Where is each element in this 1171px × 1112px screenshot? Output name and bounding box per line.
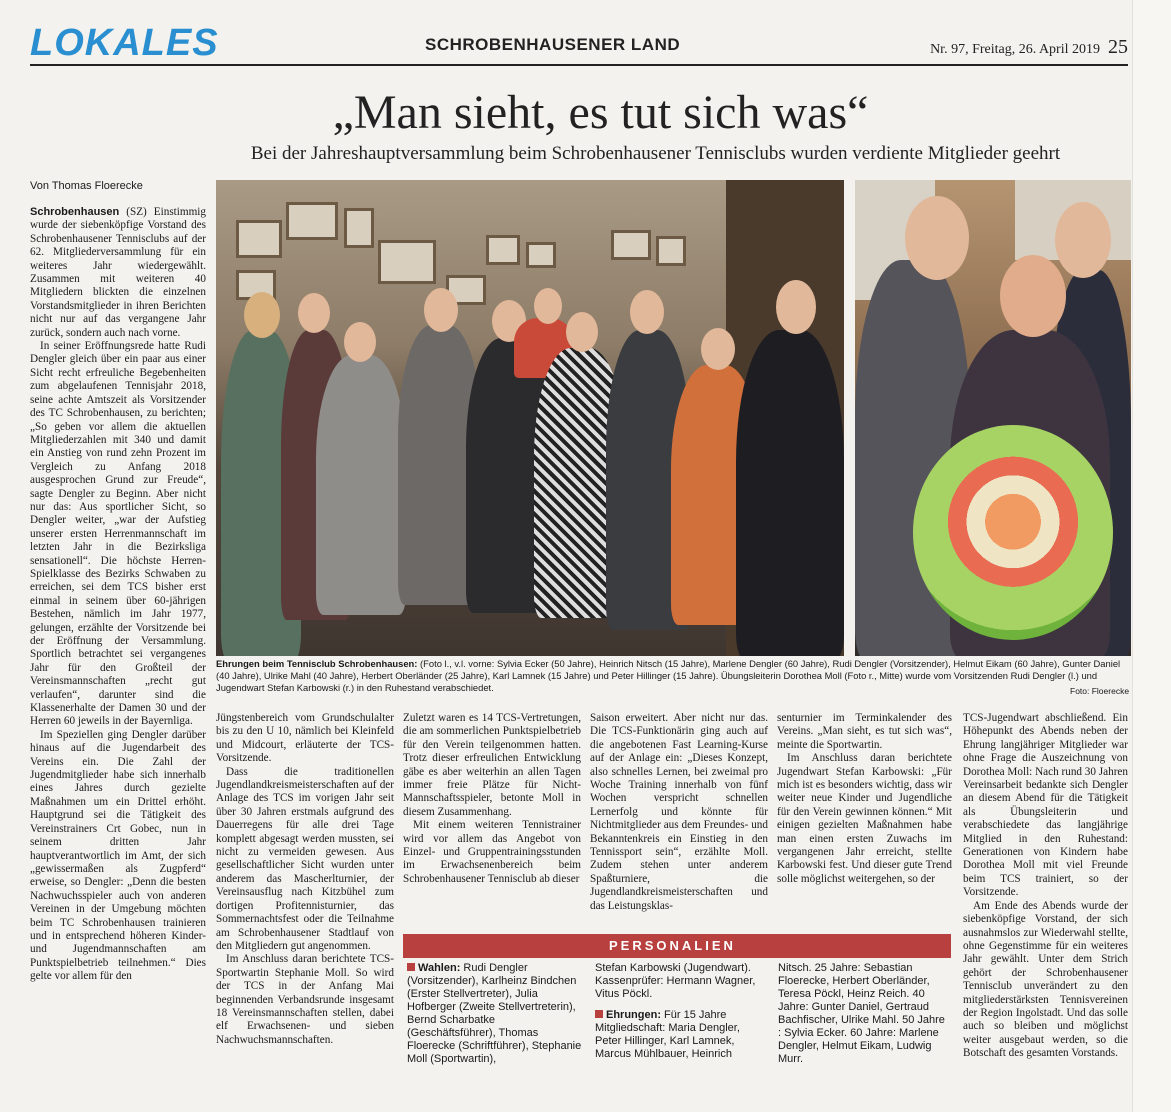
article-column-2 [216, 712, 394, 1102]
masthead [30, 20, 1128, 66]
bullet-square-icon [595, 1010, 603, 1018]
personalien-column-1: Wahlen: Rudi Dengler (Vorsitzender), Karlheinz Bindchen (Erster Stellvertreter), Julia Hofberger (Zweite Stellvertreterin), Bernd Scharbatke (Geschäftsführer), Thomas Floerecke (Schriftführer), Stephanie Moll (Sportwartin), [407, 962, 582, 1065]
personalien-header: PERSONALIEN [403, 934, 951, 958]
region-title: SCHROBENHAUSENER LAND [425, 35, 681, 54]
personalien-column-3: Nitsch. 25 Jahre: Sebastian Floerecke, Herbert Oberländer, Teresa Pöckl, Heinz Reich. 40 Jahre: Gunter Daniel, Gertraud Bachfischer, Ulrike Mahl. 50 Jahre : Sylvia Ecker. 60 Jahre: Marlene Dengler, Helmut Eikam, Ludwig Murr. [778, 962, 945, 1065]
person [736, 330, 844, 656]
paragraph: Im Anschluss daran berichtete TCS-Sportwartin Stephanie Moll. So wird der TCS in der Anfang Mai beginnenden Verbandsrunde insgesamt 18 Vereinsmannschaften stellen, dabei elf Erwachsenen- und sieben Nachwuchsmannschaften. [216, 953, 394, 1046]
wall-picture [611, 230, 651, 260]
section-title: LOKALES [30, 22, 219, 64]
paragraph: TCS-Jugendwart abschließend. Ein Höhepunkt des Abends neben der Ehrung langjähriger Mitglieder war ohne Frage die Auszeichnung von Dorothea Moll: Nach rund 30 Jahren Vereinsarbeit bedankte sich Dengler an diesem Abend für die Tätigkeit als Übungsleiterin und verabschiedete das langjährige Mitglied in den Ruhestand: Generationen von Kindern habe Dorothea Moll mit viel Freunde beim TCS trainiert, so der Vorsitzende. [963, 712, 1128, 899]
article-column-4 [590, 712, 768, 927]
paragraph: Jüngstenbereich vom Grundschulalter bis zu den U 10, nämlich bei Kleinfeld und Midcourt, erläuterte der TCS-Vorsitzende. [216, 712, 394, 765]
wall-picture [486, 235, 520, 265]
subheadline: Bei der Jahreshauptversammlung beim Schrobenhausener Tennisclubs wurden verdiente Mitglieder geehrt [250, 143, 1061, 164]
person-head [905, 196, 969, 280]
article-column-5 [777, 712, 952, 927]
wall-picture [656, 236, 686, 266]
person [316, 355, 406, 615]
group-photo [216, 180, 844, 656]
issue-date: Nr. 97, Freitag, 26. April 2019 [930, 42, 1100, 57]
person-head [630, 290, 664, 334]
paragraph: Am Ende des Abends wurde der siebenköpfige Vorstand, der sich ausnahmslos zur Wiederwahl stellte, ohne Gegenstimme für ein weiteres Jahr gewählt. Unter dem Strich gehört der Schrobenhausener Tennisclub unverändert zu den mitgliederstärksten Tennisvereinen der Region Ingolstadt. Und das solle auch so bleiben und möglichst weiter ausgebaut werden, so die Botschaft des gesamten Vorstands. [963, 899, 1128, 1060]
wall-picture [344, 208, 374, 248]
person-head [1000, 255, 1066, 337]
wall-picture [378, 240, 436, 284]
photo-credit: Foto: Floerecke [1070, 686, 1130, 696]
paragraph: senturnier im Terminkalender des Vereins. „Man sieht, es tut sich was“, meinte die Sportwartin. [777, 712, 952, 751]
paragraph: Im Anschluss daran berichtete Jugendwart Stefan Karbowski: „Für mich ist es besonders wichtig, dass wir weiter neue Kinder und Jugendliche für den Verein gewinnen können.“ Mit einigen gezielten Maßnahmen habe man einen ersten Zuwachs im vergangenen Jahr erreicht, stellte Karbowski fest. Und dieser gute Trend solle möglichst weitergehen, so der [777, 752, 952, 885]
paragraph: Im Speziellen ging Dengler darüber hinaus auf die Jugendarbeit des Vereins ein. Die Zahl der Jugendmitglieder habe sich innerhalb eines Jahres durch gezielte Maßnahmen um ein Drittel erhöht. Hauptgrund sei die Tätigkeit des Vereinstrainers Crt Gobec, nun in seinem dritten Jahr hauptverantwortlich im Amt, der sich „gewissermaßen als Zugpferd“ erweise, so Dengler: „Denn die besten Nachwuchsspieler auch von anderen Vereinen in der Umgebung möchten beim TC Schrobenhausen trainieren und in entsprechend höheren Kinder- und Jugendmannschaften am Punktspielbetrieb teilnehmen.“ Dies gelte vor allem für den [30, 728, 206, 983]
paragraph: Saison erweitert. Aber nicht nur das. Die TCS-Funktionärin ging auch auf die angebotenen Fast Learning-Kurse auf der Anlage ein: „Dieses Konzept, also schnelles Lernen, bei zweimal pro Woche Training innerhalb von fünf Wochen verspricht schnellen Lernerfolg und könnte für Nichtmitglieder aus dem Freundes- und Bekanntenkreis ein Einstieg in den Tennissport sein“, erzählte Moll. Zudem stehen unter anderem Spaßturniere, die Jugendlandkreismeisterschaften und das Leistungsklas- [590, 712, 768, 912]
paragraph: In seiner Eröffnungsrede hatte Rudi Dengler gleich über ein paar aus einer Sicht recht erfreuliche Begebenheiten zum abgelaufenen Tennisjahr 2018, seine achte Amtszeit als Vorsitzender des TC Schrobenhausen, zu berichten; „So geben vor allem die aktuellen Mitgliederzahlen mit 340 und damit ein Anstieg von rund zehn Prozent im Vergleich zu Anfang 2018 ausgesprochen Grund zur Freude“, sagte Dengler zu Beginn. Aber nicht nur das: Aus sportlicher Sicht, so Dengler weiter, „war der Aufstieg unserer ersten Herrenmannschaft im letzten Jahr in die Bezirksliga sensationell“. Die höchste Herren-Spielklasse des Bezirks Schwaben zu erreichen, sei dem TCS bisher erst einmal in seinem über 60-jährigen Bestehen, nämlich im Jahr 1977, gelungen, erzählte der Vorsitzende bei der Eröffnung der Versammlung. Sportlich betrachtet sei vergangenes Jahr für den Großteil der Vereinsmannschaften „recht gut verlaufen“, darunter sind die Klassenerhalte der Damen 30 und der Herren 60 jeweils in der Bayernliga. [30, 340, 206, 728]
person-head [701, 328, 735, 370]
wall-picture [526, 242, 556, 268]
wall-picture [286, 202, 338, 240]
byline: Von Thomas Floerecke [30, 180, 143, 192]
person-head [298, 293, 330, 333]
person-head [424, 288, 458, 332]
issue-info [930, 36, 1128, 59]
dateline: Schrobenhausen [30, 206, 120, 218]
person-head [1055, 202, 1111, 278]
person-head [534, 288, 562, 324]
paragraph: Zuletzt waren es 14 TCS-Vertretungen, die am sommerlichen Punktspielbetrieb für den Verein teilgenommen hatten. Trotz dieser erfreulichen Entwicklung gäbe es aber weiterhin an allen Tagen immer freie Plätze für Nicht-Mannschaftsspieler, betonte Moll in diesem Zusammenhang. [403, 712, 581, 818]
paragraph: Schrobenhausen (SZ) Einstimmig wurde der siebenköpfige Vorstand des Schrobenhausener Tennisclubs auf der 62. Mitgliederversammlung für ein weiteres Jahr wiedergewählt. Zusammen mit weiteren 40 Mitgliedern blickten die einzelnen Vorstandsmitglieder in ihren Berichten nicht nur auf das vergangene Jahr zurück, sondern auch nach vorne. [30, 206, 206, 339]
flower-bouquet [913, 425, 1113, 640]
adjacent-page-edge [1132, 0, 1171, 1112]
wahlen-label: Wahlen: [418, 962, 461, 974]
photo-caption: Ehrungen beim Tennisclub Schrobenhausen: (Foto l., v.l. vorne: Sylvia Ecker (50 Jahre), Heinrich Nitsch (15 Jahre), Marlene Dengler (60 Jahre), Rudi Dengler (Vorsitzender), Helmut Eikam (60 Jahre), Gunter Daniel (40 Jahre), Ulrike Mahl (40 Jahre), Herbert Oberländer (25 Jahre), Karl Lamnek (15 Jahre) und Peter Hillinger (15 Jahre). Übungsleiterin Dorothea Moll (Foto r., Mitte) wurde vom Vorsitzenden Rudi Dengler (l.) und Jugendwart Stefan Karbowski (r.) in den Ruhestand verabschiedet. [216, 658, 1121, 693]
paragraph: Dass die traditionellen Jugendlandkreismeisterschaften auf der Anlage des TCS im vorigen Jahr seit über 30 Jahren erstmals aufgrund des Dauerregens für alle drei Tage komplett abgesagt werden mussten, sei nicht zu vermeiden gewesen. Aus gesellschaftlicher Sicht wurden unter anderem das Mascherlturnier, der Vereinsausflug nach Kitzbühel zum dortigen Profitennisturnier, das Sommernachtsfest oder die Teilnahme am Schrobenhausener Stadtlauf von den Mitgliedern gut angenommen. [216, 765, 394, 952]
bullet-square-icon [407, 963, 415, 971]
page-number: 25 [1108, 36, 1128, 58]
person-head [244, 292, 280, 338]
headline: „Man sieht, es tut sich was“ [332, 86, 869, 139]
caption-title: Ehrungen beim Tennisclub Schrobenhausen: [216, 658, 418, 669]
paragraph: Mit einem weiteren Tennistrainer wird vor allem das Angebot von Einzel- und Gruppentrainingsstunden im Erwachsenenbereich beim Schrobenhausener Tennisclub ab dieser [403, 819, 581, 885]
personalien-column-2: Stefan Karbowski (Jugendwart). Kassenprüfer: Hermann Wagner, Vitus Pöckl. Ehrungen: Für 15 Jahre Mitgliedschaft: Maria Dengler, Peter Hillinger, Karl Lamnek, Marcus Mühlbauer, Heinrich [595, 962, 756, 1060]
honoree-photo [855, 180, 1131, 656]
person-head [776, 280, 816, 334]
person-head [344, 322, 376, 362]
ehrungen-label: Ehrungen: [606, 1009, 661, 1021]
article-column-1 [30, 206, 206, 1102]
article-column-6 [963, 712, 1128, 1102]
wall-picture [236, 220, 282, 258]
article-column-3 [403, 712, 581, 927]
person-head [566, 312, 598, 352]
